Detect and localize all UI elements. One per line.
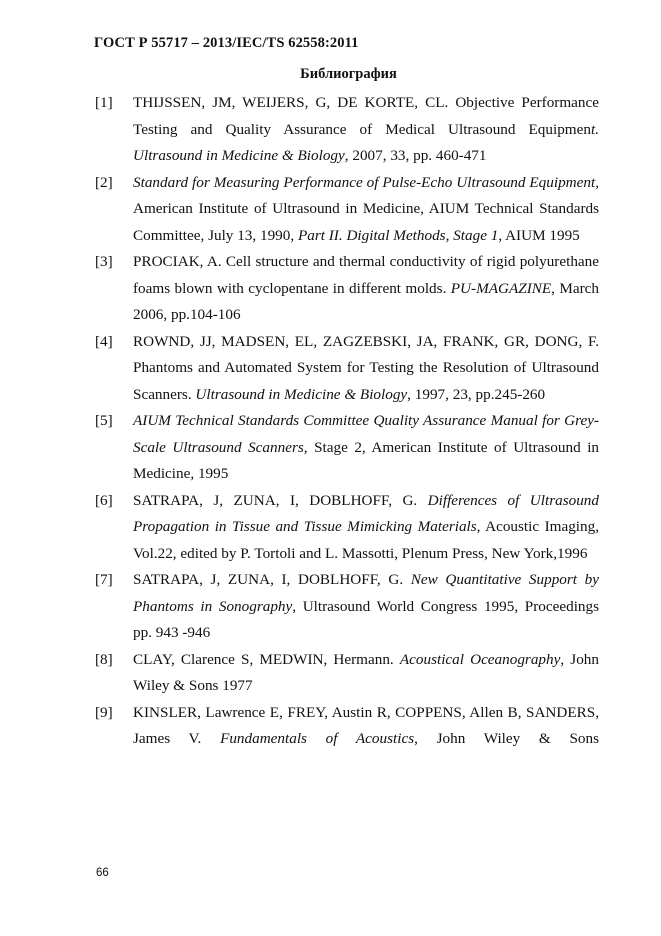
reference-number: [1] bbox=[95, 94, 113, 111]
reference-text-part: KINSLER, Lawrence E, FREY, Austin R, COPPENS, Allen B, SANDERS, James V. bbox=[133, 703, 599, 747]
reference-text-part: PROCIAK, A. Cell structure and thermal conductivity of rigid polyurethane foams blown with cyclopentane in different molds. bbox=[133, 253, 599, 297]
reference-number: [6] bbox=[95, 491, 113, 509]
reference-item bbox=[95, 90, 599, 170]
reference-number: [8] bbox=[95, 650, 113, 668]
reference-text bbox=[133, 567, 599, 647]
reference-item bbox=[95, 488, 599, 568]
reference-text-part: SATRAPA, J, ZUNA, I, DOBLHOFF, G. bbox=[133, 571, 411, 588]
reference-text bbox=[133, 408, 599, 488]
page-number: 66 bbox=[96, 867, 109, 879]
reference-text-part: , Stage 2, American Institute of Ultrasound in Medicine, 1995 bbox=[133, 438, 600, 482]
reference-number: [9] bbox=[95, 703, 113, 721]
reference-text-part-italic: PU-MAGAZINE bbox=[450, 279, 552, 297]
reference-text-part: , American Institute of Ultrasound in Medicine, AIUM Technical Standards Committee, July 13, 1990, bbox=[133, 173, 599, 244]
reference-number: [5] bbox=[95, 412, 113, 429]
reference-text-part: , AIUM 1995 bbox=[498, 226, 580, 244]
reference-item bbox=[95, 700, 599, 753]
reference-text-part: SATRAPA, J, ZUNA, I, DOBLHOFF, G. bbox=[133, 491, 428, 509]
reference-text-part-italic: Differences of Ultrasound Propagation in Tissue and Tissue Mimicking Materials bbox=[133, 491, 599, 535]
reference-item bbox=[95, 249, 599, 329]
reference-text-part-italic: New Quantitative Support by Phantoms in Sonography bbox=[133, 571, 599, 615]
reference-text-part: , John Wiley & Sons 1977 bbox=[133, 650, 599, 694]
reference-number: [3] bbox=[95, 253, 113, 270]
reference-number: [7] bbox=[95, 571, 113, 588]
reference-item bbox=[95, 329, 599, 409]
reference-text-part-italic: Ultrasound in Medicine & Biology bbox=[195, 385, 408, 403]
reference-text bbox=[133, 488, 599, 568]
reference-text bbox=[133, 329, 599, 409]
reference-text-part-italic: Fundamentals of Acoustics bbox=[220, 730, 415, 747]
reference-text-part: , Acoustic Imaging, Vol.22, edited by P. Tortoli and L. Massotti, Plenum Press, New York,1996 bbox=[133, 518, 599, 562]
reference-text-part: , 1997, 23, pp.245-260 bbox=[407, 385, 546, 403]
bibliography-title: Библиография bbox=[300, 66, 397, 82]
reference-number: [2] bbox=[95, 173, 113, 191]
reference-item bbox=[95, 170, 599, 250]
reference-text-part: , Ultrasound World Congress 1995, Proceedings pp. 943 -946 bbox=[133, 597, 600, 641]
reference-item bbox=[95, 408, 599, 488]
reference-text-part: , March 2006, pp.104-106 bbox=[133, 279, 599, 323]
reference-text bbox=[133, 249, 599, 329]
reference-text-part: CLAY, Clarence S, MEDWIN, Hermann. bbox=[133, 650, 400, 668]
reference-text bbox=[133, 90, 599, 170]
reference-text-part-italic: t. Ultrasound in Medicine & Biology bbox=[133, 120, 599, 164]
reference-text bbox=[133, 170, 599, 250]
reference-text-part: ROWND, JJ, MADSEN, EL, ZAGZEBSKI, JA, FRANK, GR, DONG, F. Phantoms and Automated System for Testing the Resolution of Ultrasound Scanners. bbox=[133, 332, 599, 403]
reference-text bbox=[133, 700, 599, 753]
standard-header: ГОСТ Р 55717 – 2013/IEC/TS 62558:2011 bbox=[94, 35, 359, 51]
reference-text-part: , John Wiley & Sons bbox=[414, 730, 599, 747]
reference-text-part-italic: Acoustical Oceanography bbox=[399, 650, 561, 668]
reference-text-part-italic: Part II. Digital Methods, Stage 1 bbox=[297, 226, 499, 244]
reference-list bbox=[95, 90, 599, 753]
reference-text-part-italic: Standard for Measuring Performance of Pulse-Echo Ultrasound Equipment bbox=[133, 173, 596, 191]
reference-text-part: , 2007, 33, pp. 460-471 bbox=[344, 147, 487, 164]
reference-text-part-italic: AIUM Technical Standards Committee Quality Assurance Manual for Grey-Scale Ultrasound Scanners bbox=[133, 412, 599, 456]
reference-number: [4] bbox=[95, 332, 113, 350]
reference-item bbox=[95, 647, 599, 700]
reference-text bbox=[133, 647, 599, 700]
reference-item bbox=[95, 567, 599, 647]
reference-text-part: THIJSSEN, JM, WEIJERS, G, DE KORTE, CL. Objective Performance Testing and Quality Assurance of Medical Ultrasound Equipmen bbox=[133, 94, 599, 138]
